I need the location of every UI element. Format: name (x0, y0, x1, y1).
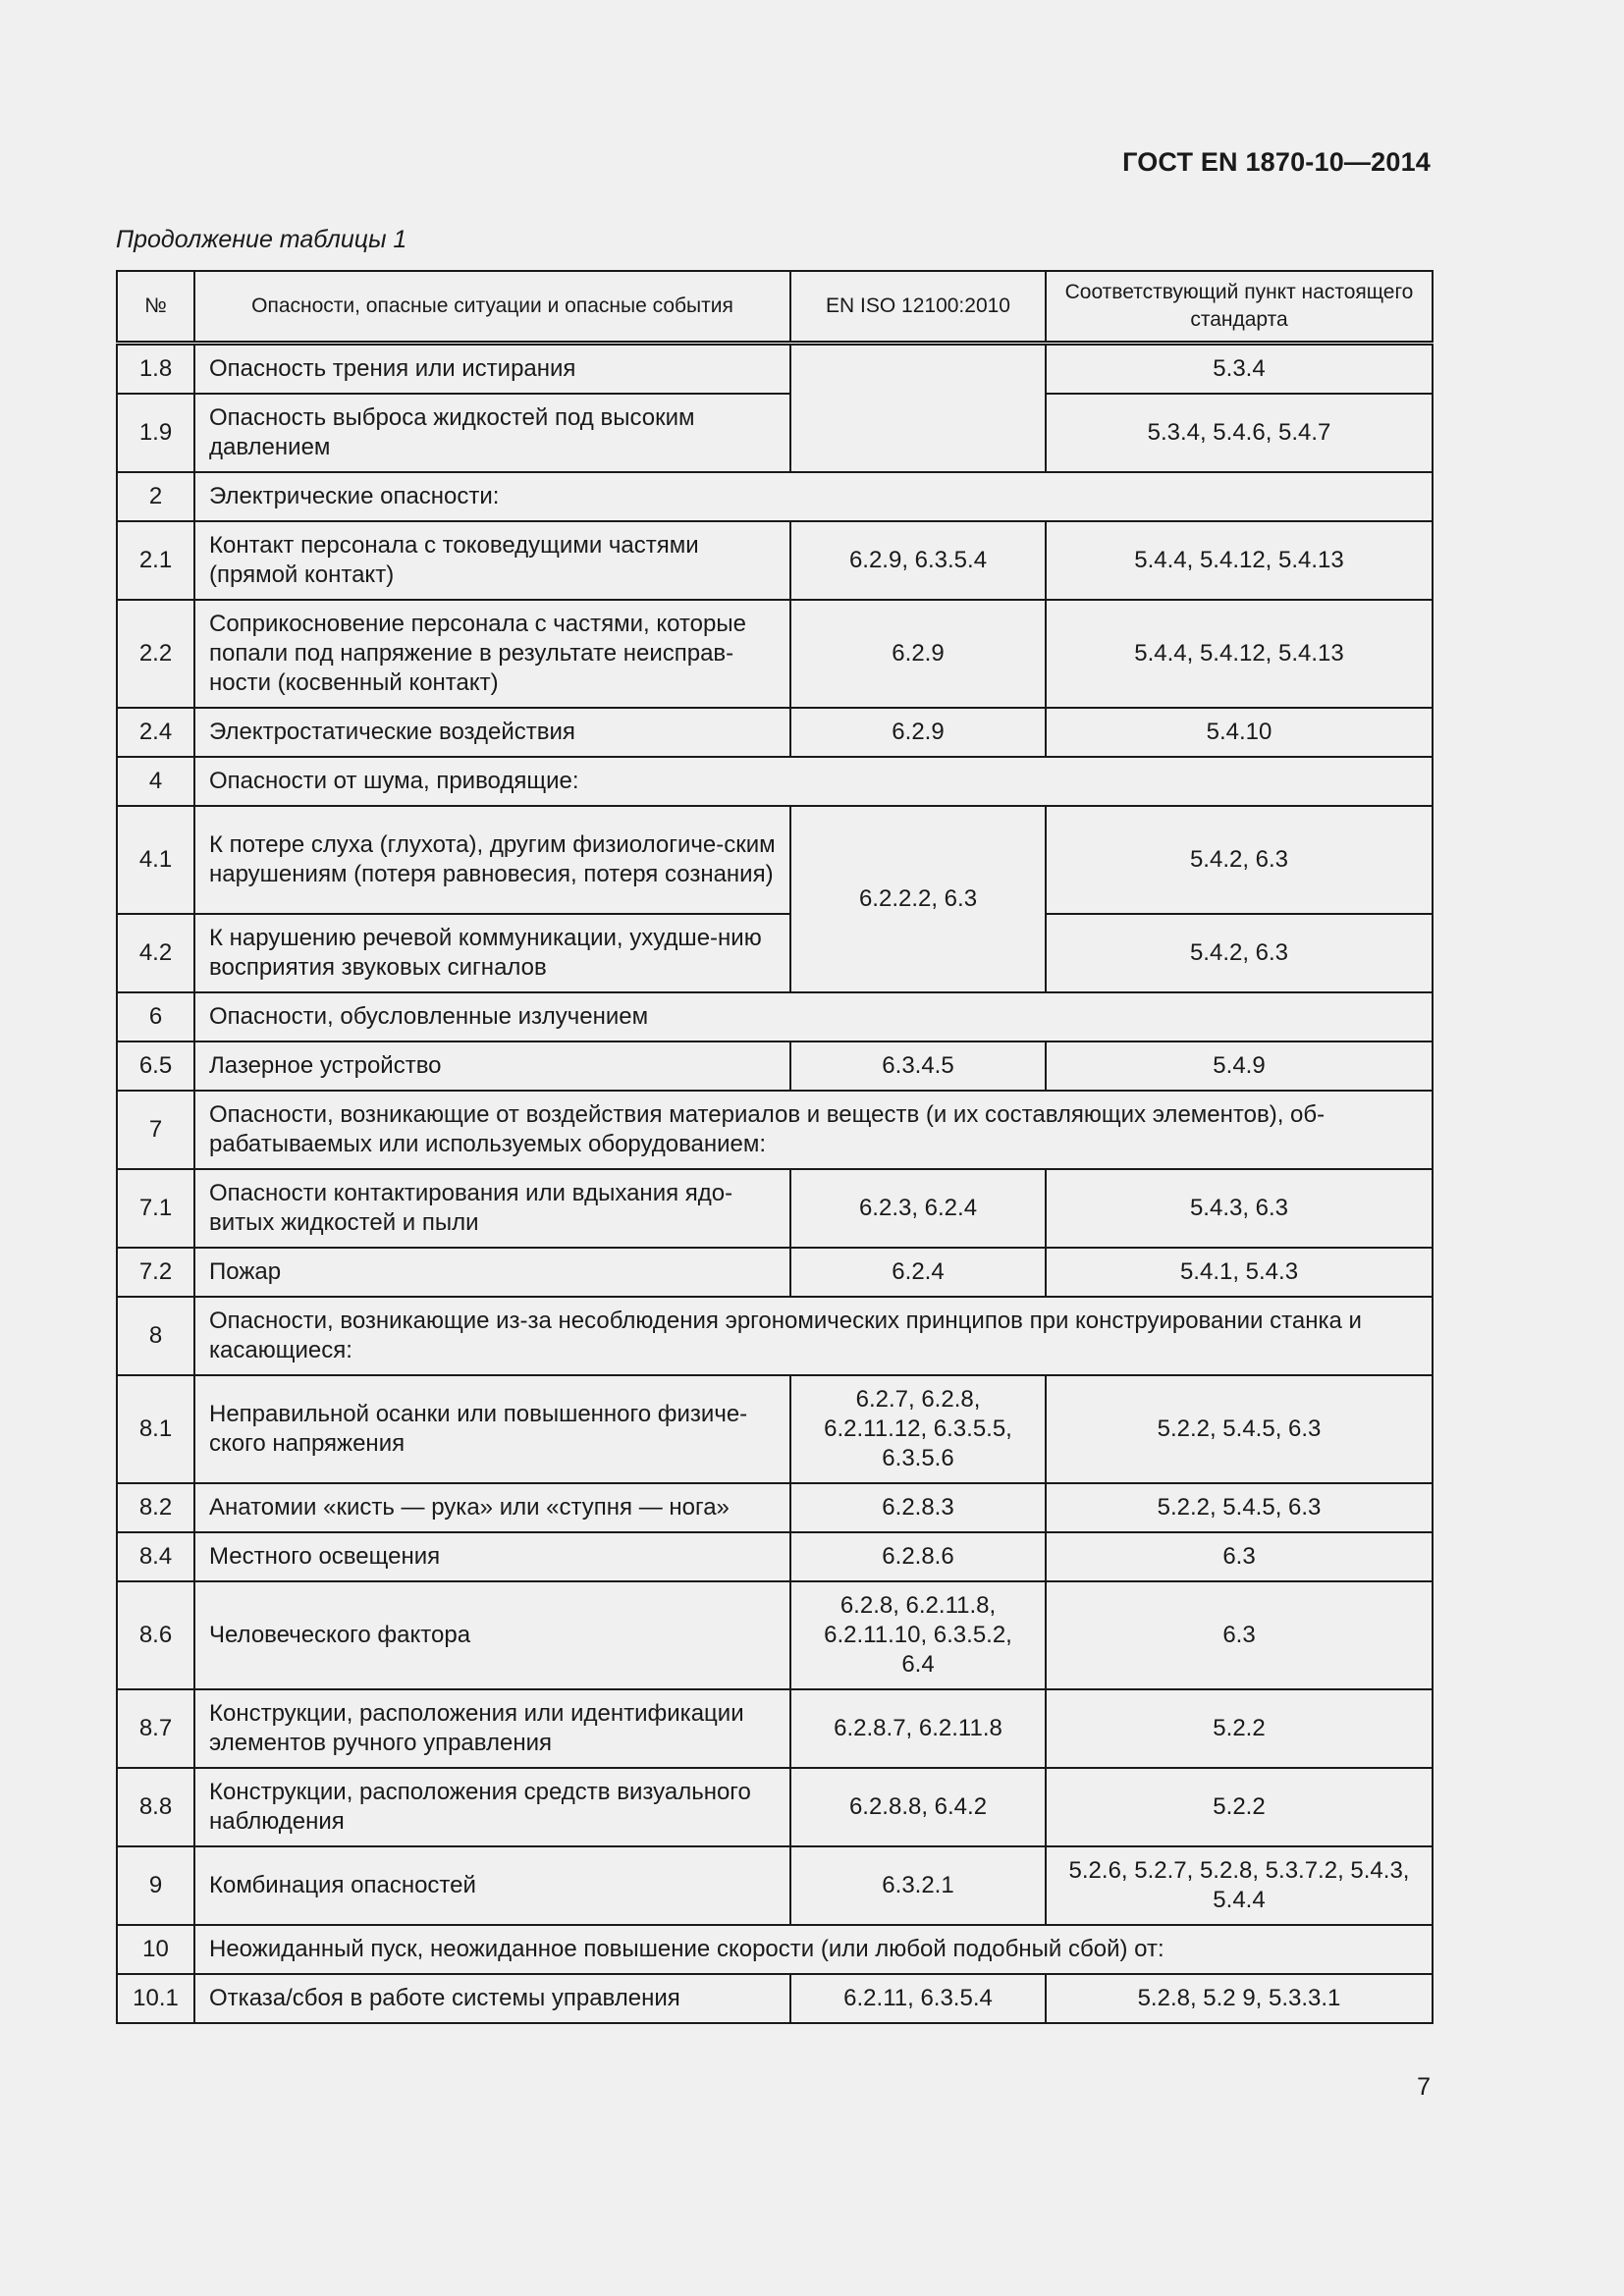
table-row (117, 1846, 1433, 1925)
row-description: Опасности, обусловленные излучением (194, 992, 1433, 1041)
table-row (117, 1041, 1433, 1091)
row-number: 6 (117, 992, 194, 1041)
table-row (117, 1974, 1433, 2023)
table-row (117, 1532, 1433, 1581)
row-description: Анатомии «кисть — рука» или «ступня — нога» (194, 1483, 790, 1532)
table-row (117, 1689, 1433, 1768)
row-number: 4 (117, 757, 194, 806)
row-iso-reference: 6.2.9 (790, 708, 1046, 757)
row-iso-reference: 6.2.11, 6.3.5.4 (790, 1974, 1046, 2023)
table-row (117, 708, 1433, 757)
row-description: Лазерное устройство (194, 1041, 790, 1091)
row-number: 1.9 (117, 394, 194, 472)
row-description: К нарушению речевой коммуникации, ухудше-нию восприятия звуковых сигналов (194, 914, 790, 992)
row-number: 1.8 (117, 344, 194, 395)
row-description: Соприкосновение персонала с частями, которые попали под напряжение в результате неисправ-ности (косвенный контакт) (194, 600, 790, 708)
row-number: 8 (117, 1297, 194, 1375)
table-row (117, 1581, 1433, 1689)
table-section-row (117, 1091, 1433, 1169)
row-description: Контакт персонала с токоведущими частями (прямой контакт) (194, 521, 790, 600)
row-number: 2.4 (117, 708, 194, 757)
row-clause: 5.3.4 (1046, 344, 1433, 395)
row-clause: 5.2.6, 5.2.7, 5.2.8, 5.3.7.2, 5.4.3, 5.4.4 (1046, 1846, 1433, 1925)
row-description: Опасности, возникающие из-за несоблюдения эргономических принципов при конструировании станка и касающиеся: (194, 1297, 1433, 1375)
table-row (117, 806, 1433, 914)
row-description: Конструкции, расположения или идентификации элементов ручного управления (194, 1689, 790, 1768)
table-row (117, 914, 1433, 992)
row-description: Отказа/сбоя в работе системы управления (194, 1974, 790, 2023)
row-clause: 5.2.2 (1046, 1768, 1433, 1846)
row-description: Опасности, возникающие от воздействия материалов и веществ (и их составляющих элементов), об-рабатываемых или используемых оборудованием: (194, 1091, 1433, 1169)
hazards-table (116, 270, 1434, 2024)
table-row (117, 521, 1433, 600)
row-clause: 5.4.1, 5.4.3 (1046, 1248, 1433, 1297)
row-clause: 6.3 (1046, 1532, 1433, 1581)
row-description: Неожиданный пуск, неожиданное повышение скорости (или любой подобный сбой) от: (194, 1925, 1433, 1974)
row-number: 2.2 (117, 600, 194, 708)
document-standard-header: ГОСТ EN 1870-10—2014 (1122, 147, 1431, 177)
row-clause: 5.2.2 (1046, 1689, 1433, 1768)
header-number: № (117, 271, 194, 344)
row-description: Электрические опасности: (194, 472, 1433, 521)
row-description: Электростатические воздействия (194, 708, 790, 757)
row-clause: 6.3 (1046, 1581, 1433, 1689)
row-description: К потере слуха (глухота), другим физиологиче-ским нарушениям (потеря равновесия, потеря сознания) (194, 806, 790, 914)
row-iso-reference: 6.2.8, 6.2.11.8, 6.2.11.10, 6.3.5.2, 6.4 (790, 1581, 1046, 1689)
row-number: 7.1 (117, 1169, 194, 1248)
row-description: Пожар (194, 1248, 790, 1297)
table-section-row (117, 1297, 1433, 1375)
row-clause: 5.4.10 (1046, 708, 1433, 757)
row-clause: 5.4.4, 5.4.12, 5.4.13 (1046, 521, 1433, 600)
row-clause: 5.2.8, 5.2 9, 5.3.3.1 (1046, 1974, 1433, 2023)
table-row (117, 1768, 1433, 1846)
header-hazards: Опасности, опасные ситуации и опасные события (194, 271, 790, 344)
table-header-row (117, 271, 1433, 344)
page-number: 7 (1417, 2073, 1431, 2101)
row-iso-reference: 6.2.8.6 (790, 1532, 1046, 1581)
row-number: 6.5 (117, 1041, 194, 1091)
table-row (117, 1169, 1433, 1248)
row-number: 8.1 (117, 1375, 194, 1483)
row-description: Комбинация опасностей (194, 1846, 790, 1925)
row-clause: 5.4.2, 6.3 (1046, 914, 1433, 992)
row-iso-reference: 6.3.2.1 (790, 1846, 1046, 1925)
header-iso: EN ISO 12100:2010 (790, 271, 1046, 344)
table-section-row (117, 1925, 1433, 1974)
row-description: Опасности от шума, приводящие: (194, 757, 1433, 806)
row-number: 8.2 (117, 1483, 194, 1532)
row-iso-reference: 6.2.8.3 (790, 1483, 1046, 1532)
table-row (117, 1483, 1433, 1532)
row-number: 8.4 (117, 1532, 194, 1581)
row-iso-reference: 6.2.7, 6.2.8, 6.2.11.12, 6.3.5.5, 6.3.5.6 (790, 1375, 1046, 1483)
row-clause: 5.3.4, 5.4.6, 5.4.7 (1046, 394, 1433, 472)
row-iso-reference: 6.2.9, 6.3.5.4 (790, 521, 1046, 600)
row-iso-reference: 6.2.2.2, 6.3 (790, 806, 1046, 992)
row-number: 8.8 (117, 1768, 194, 1846)
row-clause: 5.4.3, 6.3 (1046, 1169, 1433, 1248)
row-description: Конструкции, расположения средств визуального наблюдения (194, 1768, 790, 1846)
table-section-row (117, 757, 1433, 806)
row-number: 2.1 (117, 521, 194, 600)
row-description: Опасность выброса жидкостей под высоким давлением (194, 394, 790, 472)
table-row (117, 344, 1433, 395)
table-row (117, 394, 1433, 472)
header-clause: Соответствующий пункт настоящего стандарта (1046, 271, 1433, 344)
row-number: 9 (117, 1846, 194, 1925)
table-row (117, 1375, 1433, 1483)
row-clause: 5.4.2, 6.3 (1046, 806, 1433, 914)
row-number: 7.2 (117, 1248, 194, 1297)
row-number: 7 (117, 1091, 194, 1169)
row-iso-reference: 6.2.8.7, 6.2.11.8 (790, 1689, 1046, 1768)
table-section-row (117, 472, 1433, 521)
table-section-row (117, 992, 1433, 1041)
row-clause: 5.4.4, 5.4.12, 5.4.13 (1046, 600, 1433, 708)
row-description: Местного освещения (194, 1532, 790, 1581)
row-iso-reference: 6.2.8.8, 6.4.2 (790, 1768, 1046, 1846)
table-row (117, 1248, 1433, 1297)
table-row (117, 600, 1433, 708)
row-iso-reference: 6.3.4.5 (790, 1041, 1046, 1091)
row-description: Человеческого фактора (194, 1581, 790, 1689)
row-description: Опасность трения или истирания (194, 344, 790, 395)
row-clause: 5.4.9 (1046, 1041, 1433, 1091)
row-number: 4.1 (117, 806, 194, 914)
row-iso-reference: 6.2.4 (790, 1248, 1046, 1297)
row-number: 10 (117, 1925, 194, 1974)
row-description: Неправильной осанки или повышенного физиче-ского напряжения (194, 1375, 790, 1483)
row-number: 10.1 (117, 1974, 194, 2023)
row-number: 2 (117, 472, 194, 521)
row-iso-reference-empty (790, 344, 1046, 473)
row-clause: 5.2.2, 5.4.5, 6.3 (1046, 1375, 1433, 1483)
row-number: 8.7 (117, 1689, 194, 1768)
row-clause: 5.2.2, 5.4.5, 6.3 (1046, 1483, 1433, 1532)
table-continuation-caption: Продолжение таблицы 1 (116, 226, 407, 253)
row-number: 4.2 (117, 914, 194, 992)
row-iso-reference: 6.2.9 (790, 600, 1046, 708)
row-description: Опасности контактирования или вдыхания ядо-витых жидкостей и пыли (194, 1169, 790, 1248)
row-number: 8.6 (117, 1581, 194, 1689)
row-iso-reference: 6.2.3, 6.2.4 (790, 1169, 1046, 1248)
